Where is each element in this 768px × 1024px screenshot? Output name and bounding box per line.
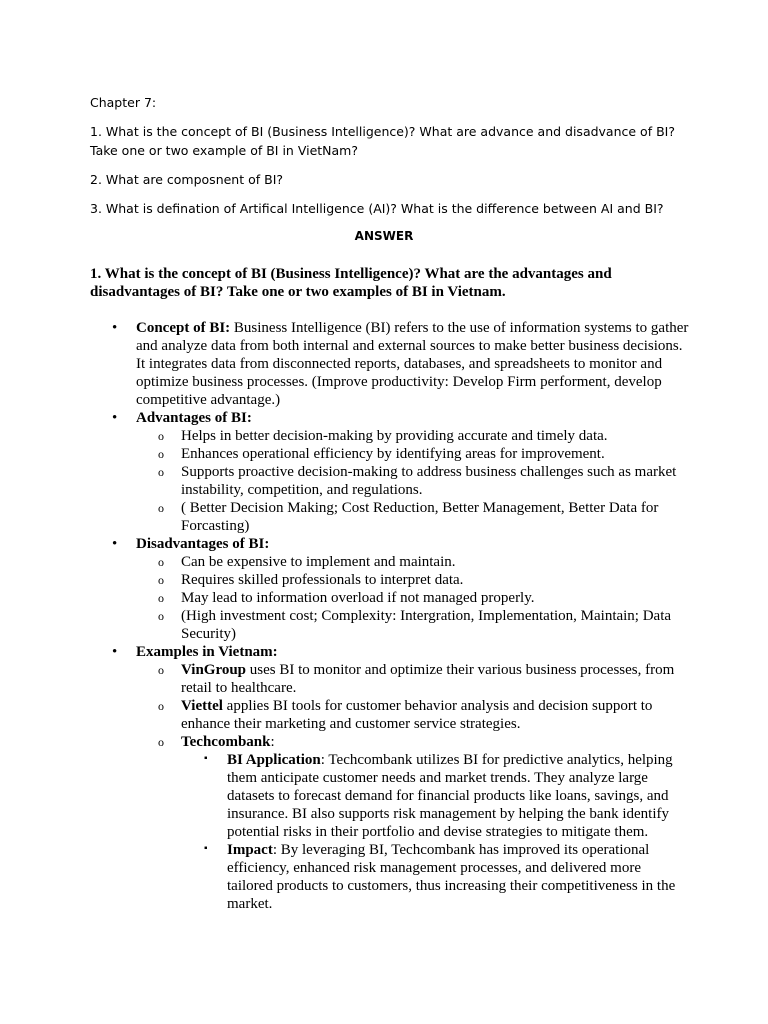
circle-marker: o <box>158 609 164 623</box>
example-item-vingroup <box>90 661 690 697</box>
circle-marker: o <box>158 555 164 569</box>
answer-heading: ANSWER <box>354 229 414 243</box>
techcombank-name: Techcombank <box>181 734 271 750</box>
advantage-item <box>90 445 690 463</box>
circle-marker: o <box>158 501 164 515</box>
techcombank-impact-item <box>90 841 690 913</box>
list-item-disadvantages <box>90 535 690 553</box>
list-item-advantages <box>90 409 690 427</box>
circle-marker: o <box>158 429 164 443</box>
question-2: 2. What are composnent of BI? <box>90 172 284 187</box>
viettel-name: Viettel <box>181 698 223 714</box>
disadvantage-item <box>90 589 690 607</box>
circle-marker: o <box>158 591 164 605</box>
disadvantage-item <box>90 607 690 643</box>
techcombank-application-item <box>90 751 690 841</box>
bullet-marker: • <box>112 410 118 426</box>
circle-marker: o <box>158 663 164 677</box>
vingroup-name: VinGroup <box>181 662 247 678</box>
disadvantage-text: May lead to information overload if not managed properly. <box>181 590 535 606</box>
bullet-marker: • <box>112 320 118 336</box>
examples-label: Examples in Vietnam: <box>136 644 278 660</box>
advantages-label: Advantages of BI: <box>136 410 252 426</box>
disadvantage-item <box>90 553 690 571</box>
question-1: 1. What is the concept of BI (Business Intelligence)? What are advance and disadvance of BI? Take one or two example of BI in VietNam? <box>90 124 675 158</box>
list-item-examples <box>90 643 690 661</box>
advantage-text: Helps in better decision-making by providing accurate and timely data. <box>181 428 608 444</box>
answer-body <box>90 319 690 913</box>
disadvantages-label: Disadvantages of BI: <box>136 536 270 552</box>
application-label: BI Application <box>227 752 321 768</box>
bullet-marker: • <box>112 644 118 660</box>
circle-marker: o <box>158 735 164 749</box>
square-marker: ▪ <box>204 753 208 764</box>
viettel-text: applies BI tools for customer behavior analysis and decision support to enhance their marketing and customer service strategies. <box>181 698 653 732</box>
list-item-concept <box>90 319 690 409</box>
circle-marker: o <box>158 465 164 479</box>
chapter-heading: Chapter 7: <box>90 95 157 110</box>
application-text: : Techcombank utilizes BI for predictive analytics, helping them anticipate customer needs and market trends. They analyze large datasets to forecast demand for financial products like loans, savings, and insurance. BI also supports risk management by helping the bank identify potential risks in their portfolio and devise strategies to mitigate them. <box>227 752 673 840</box>
techcombank-suffix: : <box>270 734 275 750</box>
advantage-item <box>90 427 690 445</box>
concept-text: Business Intelligence (BI) refers to the use of information systems to gather and analyze data from both internal and external sources to make better business decisions. It integrates data from disconnected reports, databases, and spreadsheets to monitor and optimize business processes. (Improve productivity: Develop Firm performent, develop competitive advantage.) <box>136 320 689 408</box>
impact-label: Impact <box>227 842 273 858</box>
disadvantage-text: Can be expensive to implement and maintain. <box>181 554 456 570</box>
impact-text: : By leveraging BI, Techcombank has improved its operational efficiency, enhanced risk management processes, and delivered more tailored products to customers, thus increasing their competitiveness in the market. <box>227 842 676 912</box>
advantage-text: ( Better Decision Making; Cost Reduction, Better Management, Better Data for Forcasting) <box>181 500 659 534</box>
example-item-techcombank <box>90 733 690 751</box>
circle-marker: o <box>158 447 164 461</box>
bullet-marker: • <box>112 536 118 552</box>
section-1-title: 1. What is the concept of BI (Business Intelligence)? What are the advantages and disadvantages of BI? Take one or two examples of BI in Vietnam. <box>90 266 612 300</box>
disadvantage-text: (High investment cost; Complexity: Intergration, Implementation, Maintain; Data Security) <box>181 608 672 642</box>
example-item-viettel <box>90 697 690 733</box>
circle-marker: o <box>158 699 164 713</box>
vingroup-text: uses BI to monitor and optimize their various business processes, from retail to healthcare. <box>181 662 675 696</box>
disadvantage-text: Requires skilled professionals to interpret data. <box>181 572 464 588</box>
advantage-item <box>90 499 690 535</box>
advantage-text: Supports proactive decision-making to address business challenges such as market instability, competition, and regulations. <box>181 464 677 498</box>
concept-label: Concept of BI: <box>136 320 231 336</box>
answer-list <box>90 319 690 913</box>
square-marker: ▪ <box>204 843 208 854</box>
question-3: 3. What is defination of Artifical Intelligence (AI)? What is the difference between AI and BI? <box>90 201 664 216</box>
disadvantage-item <box>90 571 690 589</box>
advantage-item <box>90 463 690 499</box>
advantage-text: Enhances operational efficiency by identifying areas for improvement. <box>181 446 605 462</box>
circle-marker: o <box>158 573 164 587</box>
